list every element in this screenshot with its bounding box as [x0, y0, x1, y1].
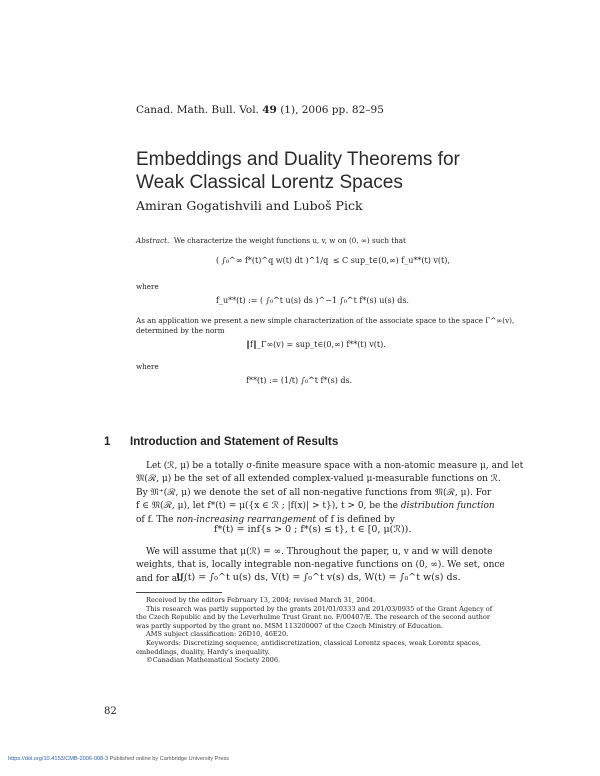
abstract-equation-2: f_u**(t) := ( ∫₀^t u(s) ds )^−1 ∫₀^t f*(s) u(s) ds. — [216, 296, 410, 305]
rearrangement-equation: f*(t) = inf{s > 0 ; f*(s) ≤ t}, t ∈ [0, μ(ℛ)). — [214, 524, 412, 535]
paper-title — [136, 148, 460, 194]
footnotes — [136, 596, 566, 665]
title-line-2: Weak Classical Lorentz Spaces — [136, 172, 403, 193]
abstract-equation-4: f**(t) := (1/t) ∫₀^t f*(s) ds. — [246, 376, 353, 385]
title-line-1: Embeddings and Duality Theorems for — [136, 149, 460, 170]
journal-volume: 49 — [262, 104, 277, 116]
publisher-footer — [8, 756, 229, 762]
abstract-line-1: We characterize the weight functions u, v, w on (0, ∞) such that — [173, 236, 406, 245]
abstract-where-1: where — [136, 282, 159, 291]
section-heading — [104, 436, 338, 448]
abstract-line-3: determined by the norm — [136, 326, 225, 335]
footnote-support-1: This research was partly supported by the grants 201/01/0333 and 201/03/0935 of the Grant Agency of — [146, 604, 493, 613]
authors: Amiran Gogatishvili and Luboš Pick — [136, 198, 363, 213]
p1-line-3: By 𝔐⁺(ℛ, μ) we denote the set of all non-negative functions from 𝔐(ℛ, μ). For — [136, 487, 492, 498]
footnote-support-2: the Czech Republic and by the Leverhulme Trust Grant no. F/00407/E. The research of the second author — [136, 613, 491, 622]
abstract — [136, 236, 566, 386]
p1-line-4-a: f ∈ 𝔐(ℛ, μ), let f*(t) = μ({x ∈ ℛ ; |f(x)| > t}), t > 0, be the — [136, 501, 401, 512]
footnote-keywords-2: embeddings, duality, Hardy's inequality. — [136, 647, 270, 656]
footnote-ams: AMS subject classification: 26D10, 46E20. — [146, 630, 289, 639]
abstract-where-2: where — [136, 362, 159, 371]
journal-citation — [136, 104, 384, 116]
paragraph-1 — [136, 460, 566, 527]
doi-link[interactable]: https://doi.org/10.4153/CMB-2006-008-3 — [8, 756, 109, 762]
footnote-keywords-1: Keywords: Discretizing sequence, antidiscretization, classical Lorentz spaces, weak Lorentz spaces, — [146, 638, 481, 647]
equation-1-left: ( ∫₀^∞ f*(t)^q w(t) dt )^1/q — [216, 256, 329, 265]
section-number: 1 — [104, 436, 111, 448]
weights-equation: U(t) = ∫₀^t u(s) ds, V(t) = ∫₀^t v(s) ds, W(t) = ∫₀^t w(s) ds. — [176, 572, 461, 583]
journal-prefix: Canad. Math. Bull. Vol. — [136, 104, 263, 116]
p1-line-1: Let (ℛ, μ) be a totally σ-finite measure space with a non-atomic measure μ, and let — [146, 461, 524, 471]
abstract-equation-1 — [216, 256, 566, 276]
footnote-rule — [136, 592, 222, 593]
p1-line-4 — [136, 500, 566, 513]
footnote-support-3: was partly supported by the grant no. MSM 113200007 of the Czech Ministry of Education. — [136, 621, 444, 630]
journal-suffix: (1), 2006 pp. 82–95 — [276, 104, 384, 116]
abstract-line-2: As an application we present a new simple characterization of the associate space to the space Γ^∞(v), — [136, 316, 515, 325]
p1-line-5-a: of f. The — [136, 514, 177, 525]
published-online-text: Published online by Cambridge University Press — [108, 756, 230, 762]
p2-line-3: and for all, — [136, 573, 186, 584]
p2-line-1: We will assume that μ(ℛ) = ∞. Throughout the paper, u, v and w will denote — [146, 547, 493, 557]
rearrangement-term: non-increasing rearrangement — [176, 514, 317, 525]
footnote-copyright: ©Canadian Mathematical Society 2006. — [146, 656, 281, 665]
distribution-function-term: distribution function — [400, 501, 495, 512]
page-number: 82 — [104, 706, 117, 717]
footnote-received: Received by the editors February 13, 2004; revised March 31, 2004. — [146, 596, 376, 604]
abstract-label: Abstract. — [136, 236, 170, 245]
section-title: Introduction and Statement of Results — [130, 436, 339, 448]
equation-1-right: ≤ C sup_t∈(0,∞) f_u**(t) v(t), — [332, 256, 450, 265]
abstract-intro — [136, 236, 566, 246]
p1-line-2: 𝔐(ℛ, μ) be the set of all extended complex-valued μ-measurable functions on ℛ. — [136, 474, 501, 485]
abstract-equation-3: ‖f‖_Γ∞(v) = sup_t∈(0,∞) f**(t) v(t). — [246, 340, 386, 349]
p2-line-2: weights, that is, locally integrable non-negative functions on (0, ∞). We set, once — [136, 560, 505, 571]
p1-line-5-c: of f is defined by — [316, 514, 395, 525]
